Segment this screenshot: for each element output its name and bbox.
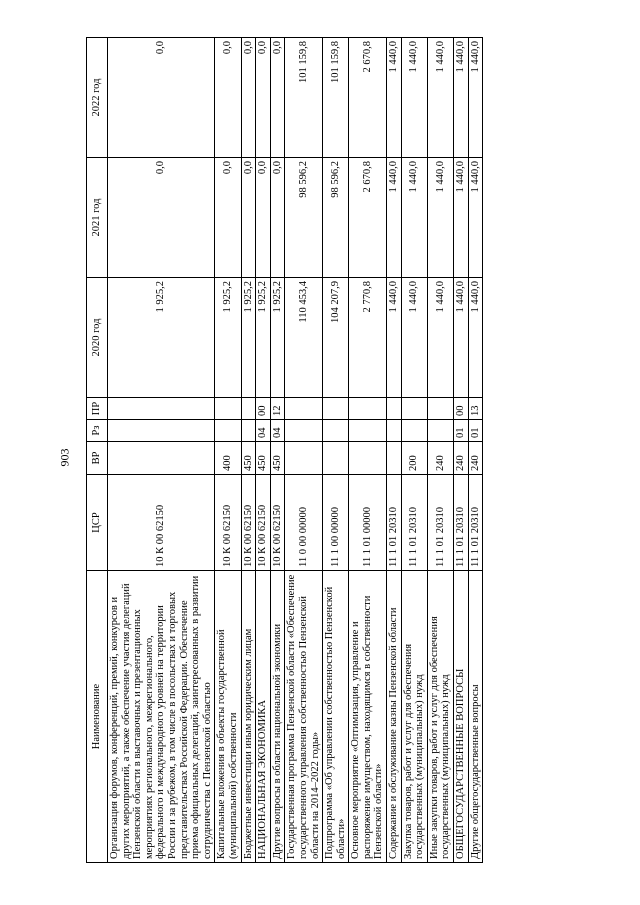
cell-2020: 1 925,2 bbox=[256, 278, 271, 398]
cell-2022: 1 440,0 bbox=[401, 38, 427, 158]
cell-2020: 1 440,0 bbox=[401, 278, 427, 398]
cell-rz bbox=[401, 420, 427, 442]
table-row bbox=[256, 38, 271, 863]
cell-2020: 1 440,0 bbox=[454, 278, 469, 398]
cell-csr: 10 К 00 62150 bbox=[256, 475, 271, 571]
cell-name: НАЦИОНАЛЬНАЯ ЭКОНОМИКА bbox=[256, 571, 271, 863]
cell-vr: 450 bbox=[270, 442, 285, 475]
cell-pr bbox=[427, 398, 453, 420]
cell-name: Иные закупки товаров, работ и услуг для обеспечения государственных (муниципальных) нужд bbox=[427, 571, 453, 863]
cell-name: Основное мероприятие «Оптимизация, управление и распоряжение имуществом, находящимся в собственности Пензенской области» bbox=[349, 571, 387, 863]
cell-name: Другие вопросы в области национальной экономики bbox=[270, 571, 285, 863]
cell-vr: 200 bbox=[401, 442, 427, 475]
cell-2021: 1 440,0 bbox=[468, 158, 483, 278]
table-row bbox=[349, 38, 387, 863]
cell-2021: 0,0 bbox=[108, 158, 215, 278]
cell-vr bbox=[323, 442, 349, 475]
cell-csr: 11 1 01 20310 bbox=[427, 475, 453, 571]
page-number: 903 bbox=[57, 448, 72, 467]
cell-csr: 11 0 00 00000 bbox=[285, 475, 323, 571]
table-row bbox=[108, 38, 215, 863]
cell-rz bbox=[215, 420, 241, 442]
cell-name: ОБЩЕГОСУДАРСТВЕННЫЕ ВОПРОСЫ bbox=[454, 571, 469, 863]
cell-2022: 1 440,0 bbox=[454, 38, 469, 158]
cell-vr: 450 bbox=[241, 442, 256, 475]
cell-rz bbox=[427, 420, 453, 442]
cell-2020: 1 925,2 bbox=[241, 278, 256, 398]
budget-table bbox=[86, 37, 483, 863]
cell-csr: 10 К 00 62150 bbox=[108, 475, 215, 571]
cell-csr: 11 1 01 20310 bbox=[387, 475, 402, 571]
cell-name: Капитальные вложения в объекты государственной (муниципальной) собственности bbox=[215, 571, 241, 863]
cell-csr: 10 К 00 62150 bbox=[270, 475, 285, 571]
cell-2022: 101 159,8 bbox=[285, 38, 323, 158]
table-row bbox=[454, 38, 469, 863]
cell-2022: 101 159,8 bbox=[323, 38, 349, 158]
cell-2021: 98 596,2 bbox=[285, 158, 323, 278]
cell-vr bbox=[387, 442, 402, 475]
cell-csr: 11 1 01 20310 bbox=[401, 475, 427, 571]
table-row bbox=[215, 38, 241, 863]
cell-rz bbox=[323, 420, 349, 442]
table-header-row bbox=[87, 38, 108, 863]
cell-2022: 2 670,8 bbox=[349, 38, 387, 158]
table-row bbox=[401, 38, 427, 863]
cell-2020: 110 453,4 bbox=[285, 278, 323, 398]
cell-pr bbox=[215, 398, 241, 420]
cell-name: Государственная программа Пензенской области «Обеспечение государственного управления собственностью Пензенской области на 2014–2022 годы» bbox=[285, 571, 323, 863]
header-name: Наименование bbox=[87, 571, 108, 863]
cell-vr: 240 bbox=[427, 442, 453, 475]
cell-csr: 11 1 00 00000 bbox=[323, 475, 349, 571]
cell-rz bbox=[285, 420, 323, 442]
cell-name: Бюджетные инвестиции иным юридическим лицам bbox=[241, 571, 256, 863]
header-vr: ВР bbox=[87, 442, 108, 475]
cell-2021: 2 670,8 bbox=[349, 158, 387, 278]
cell-name: Закупка товаров, работ и услуг для обеспечения государственных (муниципальных) нужд bbox=[401, 571, 427, 863]
cell-vr: 240 bbox=[468, 442, 483, 475]
cell-rz bbox=[241, 420, 256, 442]
table-row bbox=[387, 38, 402, 863]
cell-name: Другие общегосударственные вопросы bbox=[468, 571, 483, 863]
cell-name: Содержание и обслуживание казны Пензенской области bbox=[387, 571, 402, 863]
cell-2022: 1 440,0 bbox=[387, 38, 402, 158]
cell-vr: 240 bbox=[454, 442, 469, 475]
header-2021: 2021 год bbox=[87, 158, 108, 278]
cell-2022: 0,0 bbox=[215, 38, 241, 158]
cell-vr: 400 bbox=[215, 442, 241, 475]
cell-csr: 10 К 00 62150 bbox=[241, 475, 256, 571]
cell-2020: 1 440,0 bbox=[427, 278, 453, 398]
cell-2021: 1 440,0 bbox=[454, 158, 469, 278]
table-row bbox=[270, 38, 285, 863]
cell-vr bbox=[108, 442, 215, 475]
cell-csr: 11 1 01 00000 bbox=[349, 475, 387, 571]
cell-2020: 104 207,9 bbox=[323, 278, 349, 398]
cell-rz: 04 bbox=[270, 420, 285, 442]
cell-csr: 11 1 01 20310 bbox=[454, 475, 469, 571]
cell-pr: 00 bbox=[454, 398, 469, 420]
table-row bbox=[285, 38, 323, 863]
cell-2020: 1 925,2 bbox=[270, 278, 285, 398]
header-2020: 2020 год bbox=[87, 278, 108, 398]
cell-2022: 0,0 bbox=[241, 38, 256, 158]
cell-vr bbox=[285, 442, 323, 475]
header-2022: 2022 год bbox=[87, 38, 108, 158]
cell-2021: 0,0 bbox=[270, 158, 285, 278]
cell-2020: 2 770,8 bbox=[349, 278, 387, 398]
cell-2021: 0,0 bbox=[215, 158, 241, 278]
cell-csr: 11 1 01 20310 bbox=[468, 475, 483, 571]
cell-rz: 04 bbox=[256, 420, 271, 442]
cell-pr bbox=[323, 398, 349, 420]
cell-2021: 0,0 bbox=[256, 158, 271, 278]
cell-rz bbox=[387, 420, 402, 442]
cell-csr: 10 К 00 62150 bbox=[215, 475, 241, 571]
cell-pr: 00 bbox=[256, 398, 271, 420]
cell-2020: 1 925,2 bbox=[108, 278, 215, 398]
cell-2021: 1 440,0 bbox=[427, 158, 453, 278]
cell-2022: 1 440,0 bbox=[468, 38, 483, 158]
cell-2021: 1 440,0 bbox=[401, 158, 427, 278]
cell-pr bbox=[349, 398, 387, 420]
cell-2021: 0,0 bbox=[241, 158, 256, 278]
table-row bbox=[241, 38, 256, 863]
cell-pr bbox=[401, 398, 427, 420]
cell-pr bbox=[108, 398, 215, 420]
cell-2020: 1 440,0 bbox=[468, 278, 483, 398]
cell-pr bbox=[285, 398, 323, 420]
table-row bbox=[468, 38, 483, 863]
cell-2021: 98 596,2 bbox=[323, 158, 349, 278]
cell-rz bbox=[108, 420, 215, 442]
cell-vr: 450 bbox=[256, 442, 271, 475]
cell-2020: 1 440,0 bbox=[387, 278, 402, 398]
cell-2022: 0,0 bbox=[270, 38, 285, 158]
cell-2022: 1 440,0 bbox=[427, 38, 453, 158]
cell-pr: 12 bbox=[270, 398, 285, 420]
rotated-table-container bbox=[86, 38, 634, 863]
header-rz: Рз bbox=[87, 420, 108, 442]
cell-vr bbox=[349, 442, 387, 475]
cell-2021: 1 440,0 bbox=[387, 158, 402, 278]
cell-rz: 01 bbox=[468, 420, 483, 442]
cell-name: Подпрограмма «Об управлении собственностью Пензенской области» bbox=[323, 571, 349, 863]
cell-name: Организация форумов, конференций, премий, конкурсов и других мероприятий, а также обеспечение участия делегаций Пензенской области в выставочных и презентационных мероприятиях регионального, межрегионального, федерального и международного уровней на территории России и за рубежом, в том числе в посольствах и торговых представительствах Российской Федерации. Обеспечение приема официальных делегаций, заинтересованных в развитии сотрудничества с Пензенской областью bbox=[108, 571, 215, 863]
cell-rz bbox=[349, 420, 387, 442]
table-body bbox=[108, 38, 483, 863]
cell-pr: 13 bbox=[468, 398, 483, 420]
cell-pr bbox=[387, 398, 402, 420]
cell-2020: 1 925,2 bbox=[215, 278, 241, 398]
header-pr: ПР bbox=[87, 398, 108, 420]
cell-2022: 0,0 bbox=[256, 38, 271, 158]
table-row bbox=[427, 38, 453, 863]
cell-pr bbox=[241, 398, 256, 420]
cell-rz: 01 bbox=[454, 420, 469, 442]
cell-2022: 0,0 bbox=[108, 38, 215, 158]
header-csr: ЦСР bbox=[87, 475, 108, 571]
table-row bbox=[323, 38, 349, 863]
